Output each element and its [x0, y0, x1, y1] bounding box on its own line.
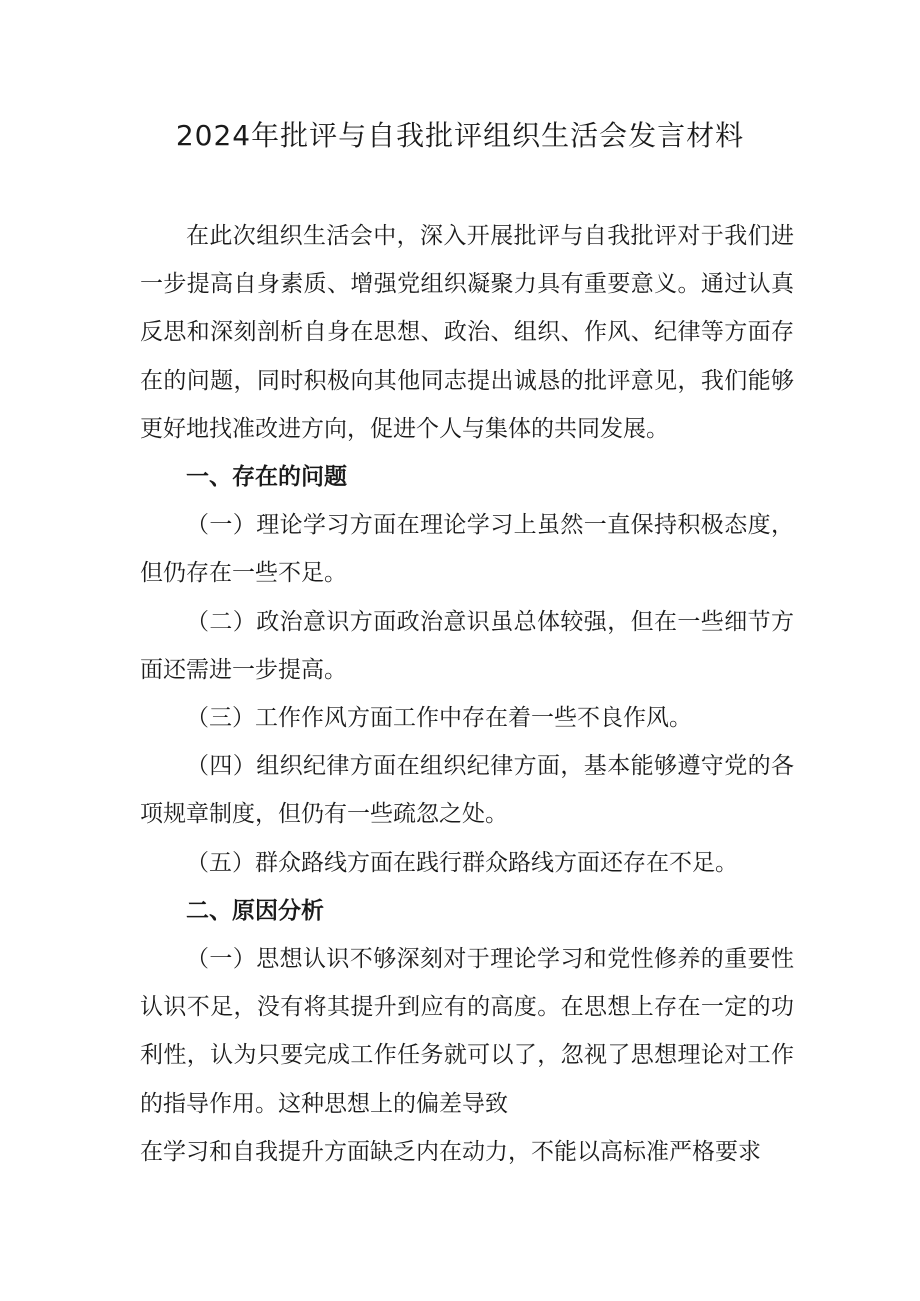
problem-item-1: （一）理论学习方面在理论学习上虽然一直保持积极态度，但仍存在一些不足。	[140, 512, 794, 587]
cause-continuation-line: 在学习和自我提升方面缺乏内在动力，不能以高标准严格要求	[140, 1138, 761, 1165]
document-body	[140, 212, 794, 1176]
document-title: 2024年批评与自我批评组织生活会发言材料	[175, 119, 745, 152]
section-heading-problems: 一、存在的问题	[186, 464, 347, 491]
problem-item-3: （三）工作作风方面工作中存在着一些不良作风。	[186, 705, 692, 732]
cause-item-1: （一）思想认识不够深刻对于理论学习和党性修养的重要性认识不足，没有将其提升到应有的高度。在思想上存在一定的功利性，认为只要完成工作任务就可以了，忽视了思想理论对工作的指导作用。这种思想上的偏差导致	[140, 946, 794, 1117]
problem-item-5: （五）群众路线方面在践行群众路线方面还存在不足。	[186, 849, 738, 876]
problem-item-4: （四）组织纪律方面在组织纪律方面，基本能够遵守党的各项规章制度，但仍有一些疏忽之处。	[140, 753, 794, 828]
intro-paragraph: 在此次组织生活会中，深入开展批评与自我批评对于我们进一步提高自身素质、增强党组织凝聚力具有重要意义。通过认真反思和深刻剖析自身在思想、政治、组织、作风、纪律等方面存在的问题，同时积极向其他同志提出诚恳的批评意见，我们能够更好地找准改进方向，促进个人与集体的共同发展。	[140, 223, 794, 442]
section-heading-causes: 二、原因分析	[186, 897, 324, 924]
problem-item-2: （二）政治意识方面政治意识虽总体较强，但在一些细节方面还需进一步提高。	[140, 608, 794, 683]
